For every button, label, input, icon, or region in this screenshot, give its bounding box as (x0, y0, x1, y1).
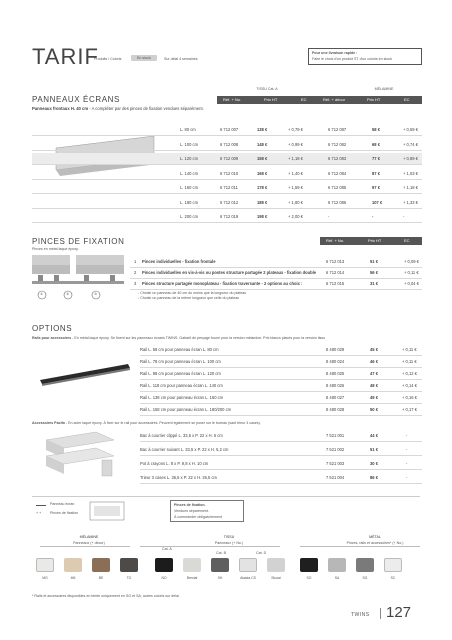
cell-text: 6 712 011 (220, 185, 238, 190)
table-row (140, 344, 422, 356)
cell-text: + 0,79 € (288, 127, 303, 132)
stock-badge: En stock (131, 55, 157, 61)
cell-text: + 1,18 € (403, 185, 418, 190)
cell-text: 178 € (257, 185, 268, 190)
clip-label-3: ③ (94, 292, 98, 296)
cell-text: - (406, 461, 408, 466)
swatch-code: Stuzai (271, 576, 281, 580)
swatch-code: SC (390, 576, 396, 580)
page-number: 127 (386, 604, 412, 621)
cell-text: 2 (134, 270, 137, 275)
cell-text: Pinces individuelles en vis-à-vis ou postes structure partagée 2 plateaux - fixation double (142, 270, 317, 275)
cell-text: + 0,74 € (403, 141, 418, 147)
cell-text: - (406, 447, 408, 452)
clips-illustration (32, 255, 127, 303)
note-title: Pour une livraison rapide : (312, 51, 358, 55)
cell-text: 6 712 014 (326, 270, 345, 275)
cell-text: 188 € (257, 199, 268, 205)
cell-text: + 0,16 € (402, 395, 417, 400)
cell-text: 47 € (370, 371, 378, 376)
cell-text: 45 € (370, 347, 378, 352)
cell-text: + 1,33 € (403, 199, 418, 205)
cat-a-label: Cat. A (162, 547, 172, 551)
fast-delivery-note (308, 48, 422, 65)
table-row (32, 139, 422, 151)
cell-text: Trieur 3 cases L. 36,5 x P. 22 x H. 26,5 cm (140, 475, 217, 480)
swatch-code: TO (126, 576, 132, 580)
cell-text: 6 712 084 (328, 170, 347, 176)
table-row (140, 430, 422, 442)
cell-text: 8 480 029 (326, 347, 345, 352)
cell-text: 8 480 026 (326, 383, 345, 388)
cell-text: - 2 options au choix : (260, 281, 303, 286)
table-row (140, 392, 422, 404)
cell-text: 6 712 082 (328, 141, 347, 147)
swatch-code: Brenial (186, 576, 198, 580)
col-ec: EC (301, 97, 307, 102)
cell-text: + 2,00 € (288, 214, 303, 219)
table-row (32, 124, 422, 136)
col-price2: Prix HT (367, 97, 381, 102)
metal-sub: Pinces, rails et accessoires* (+ No.) (346, 541, 404, 545)
cell-text: 8 480 027 (326, 395, 345, 400)
cell-text: - fixation double (283, 270, 317, 275)
swatch-code: M6 (70, 576, 76, 580)
cell-text: L. 80 cm (180, 127, 196, 132)
table-row (140, 458, 422, 470)
panneaux-intro: Panneaux frontaux H. 40 cm - A compléter par des pinces de fixation vendues séparément. (32, 106, 204, 111)
cell-text: L. 120 cm (180, 156, 198, 161)
color-swatch (239, 558, 257, 572)
table-row (32, 168, 422, 180)
table-row (140, 472, 422, 484)
color-swatch (356, 558, 374, 572)
cell-text: + 0,12 € (402, 371, 417, 376)
col-price: Prix HT (368, 238, 382, 243)
cell-text: 6 712 013 (326, 259, 345, 264)
cell-text: 6 712 086 (328, 199, 347, 205)
legend-box (170, 500, 244, 522)
legend-box-line1: Vendues séparément. (174, 509, 209, 513)
legend-clip: Pinces de fixation (50, 511, 79, 515)
tissu-title: TISSU (223, 535, 235, 539)
table-row (32, 197, 422, 209)
table-row (140, 404, 422, 416)
section-panneaux-title: PANNEAUX ÉCRANS (32, 95, 120, 104)
header-subtitle: Produits / Coloris (94, 57, 122, 61)
table-row (32, 182, 422, 194)
legend-illustration (88, 496, 168, 526)
cell-text: 51 € (370, 259, 378, 264)
table-row (140, 356, 422, 368)
table-header-pinces (320, 237, 422, 245)
note-text: Faire le choix d'un produit ST d'un coloris en stock (312, 57, 393, 61)
col-ref: Réf. + No. (326, 238, 345, 243)
color-swatch (36, 558, 54, 572)
clip-label-2: ② (66, 292, 70, 296)
cell-text: 46 € (370, 359, 378, 364)
cell-text: + 1,80 € (288, 199, 303, 205)
cell-text: L. 160 cm (180, 185, 198, 190)
cell-text: 6 712 009 (220, 156, 239, 161)
cell-text: + 1,18 € (288, 156, 303, 161)
cell-text: 56 € (370, 270, 378, 275)
swatch-code: SA (334, 576, 340, 580)
cell-text: + 0,11 € (404, 270, 419, 275)
col-price: Prix HT (264, 97, 278, 102)
col-ec: EC (404, 238, 410, 243)
cell-text: 148 € (257, 141, 268, 147)
section-pinces-title: PINCES DE FIXATION (32, 237, 125, 246)
cell-text: + 0,11 € (402, 359, 417, 364)
col-ref-decor: Réf. + décor (323, 97, 345, 102)
cell-text: Bac à courrier clippé L. 33,5 x P. 22 x H. 6 cm (140, 433, 223, 438)
cell-text: 50 € (370, 407, 378, 412)
cell-text: 138 € (257, 127, 268, 132)
melamine-title: MÉLAMINE (79, 535, 99, 539)
cell-text: + 0,89 € (403, 156, 418, 161)
cell-text: L. 180 cm (180, 199, 198, 205)
cell-text: Rail L. 78 cm pour panneau écran L. 100 cm (140, 359, 221, 364)
cell-text: 7 521 004 (326, 475, 345, 480)
cell-text: Rail L. 118 cm pour panneau écran L. 140 cm (140, 383, 223, 388)
cell-text: - (403, 214, 405, 219)
color-swatch (384, 558, 402, 572)
tissu-sub: Panneaux (+ No.) (214, 541, 244, 545)
cell-text: Rail L. 138 cm pour panneau écran L. 160 cm (140, 395, 224, 400)
cell-text: 7 521 003 (326, 461, 345, 466)
cell-text: + 1,59 € (288, 185, 303, 190)
rails-intro: Rails pour accessoires - En métal laqué époxy. Se fixent sur les panneaux écrans TWINS. Gabarit de perçage fourni pour la version mélamine. Prix blancs placés pour la version tissu (32, 336, 326, 340)
cell-text: Pot à crayons L. 8 x P. 9,8 x H. 10 cm (140, 461, 209, 466)
cell-text: 168 € (257, 170, 268, 176)
cell-text: - (328, 214, 330, 219)
cell-text: + 1,40 € (288, 170, 303, 176)
cell-text: 8 480 024 (326, 359, 345, 364)
swatch-code: MG (42, 576, 48, 580)
group-melamine: MÉLAMINE (374, 87, 394, 91)
table-row (130, 278, 422, 290)
table-row (32, 211, 422, 223)
cell-text: 6 712 019 (220, 214, 239, 219)
cell-text: 51 € (370, 447, 378, 452)
cell-text: 198 € (257, 214, 268, 219)
cell-text: Rail L. 58 cm pour panneau écran L. 80 cm (140, 347, 219, 352)
cell-text: + 0,99 € (288, 141, 303, 147)
cell-text: 6 712 007 (220, 127, 239, 132)
cell-text: Rail L. 98 cm pour panneau écran L. 120 cm (140, 371, 221, 376)
cell-text: L. 200 cm (180, 214, 198, 219)
clip-label-1: ① (40, 292, 44, 296)
swatch-code: Alaska CS (240, 576, 256, 580)
color-swatch (300, 558, 318, 572)
cell-text: + 0,04 € (404, 281, 419, 286)
cell-text: 44 € (370, 433, 378, 438)
footer-brand: TWINS (351, 612, 370, 618)
cell-text: 30 € (370, 461, 378, 466)
cell-text: 6 712 083 (328, 156, 347, 161)
cell-text: - (406, 475, 408, 480)
color-swatch (64, 558, 82, 572)
cell-text: 77 € (372, 156, 380, 161)
swatch-code: BE (98, 576, 104, 580)
footnote: * Rails et accessoires disponibles en teinte uniquement en SO et SA, autres coloris sur délai. (32, 594, 180, 598)
color-swatch (267, 558, 285, 572)
color-swatch (92, 558, 110, 572)
cat-d-label: Cat. D (256, 551, 267, 555)
melamine-sub: Panneaux (+ décor) (73, 541, 105, 545)
color-swatch (211, 558, 229, 572)
cell-text: Rail L. 158 cm pour panneau écran L. 180/200 cm (140, 407, 232, 412)
col-ref: Réf. + No. (223, 97, 242, 102)
cell-text: 107 € (372, 199, 383, 205)
cell-text: 8 480 025 (326, 371, 345, 376)
cell-text: 6 712 087 (328, 127, 347, 132)
swatch-code: SO (306, 576, 312, 580)
cell-text: 3 (134, 281, 137, 286)
section-options-title: OPTIONS (32, 324, 73, 333)
cell-text: 49 € (370, 395, 378, 400)
cell-text: - (372, 214, 374, 219)
cell-text: 58 € (372, 127, 380, 132)
cell-text: 31 € (370, 281, 378, 286)
cell-text: 6 712 008 (220, 141, 239, 147)
cell-text: 1 (134, 259, 137, 264)
pinces-sub1: - Choisir un panneau de 40 cm du moins que la longueur du plateau (138, 291, 247, 295)
accessories-illustration (36, 430, 134, 490)
cell-text: 6 712 085 (328, 185, 347, 190)
page-title: TARIF (32, 44, 99, 69)
cell-text: 7 521 002 (326, 447, 345, 452)
swatch-code: SH (217, 576, 223, 580)
color-swatch (183, 558, 201, 572)
cell-text: + 0,17 € (402, 407, 417, 412)
cell-text: Pinces structure partagée monoplateau - fixation traversante - 2 options au choix : (142, 281, 303, 286)
table-row (140, 368, 422, 380)
metal-title: MÉTAL (369, 535, 381, 539)
cell-text: 6 712 015 (326, 281, 345, 286)
cell-text: + 0,09 € (404, 259, 419, 264)
cell-text: 48 € (370, 383, 378, 388)
cell-text: 68 € (372, 141, 380, 147)
pinces-sub2: - Choisir un panneau de la même longueur que celle du plateau (138, 296, 240, 300)
cell-text: Bac à courrier suivant L. 33,5 x P. 22 x H. 5,2 cm (140, 447, 229, 452)
cell-text: + 0,14 € (402, 383, 417, 388)
legend-screen: Panneau écran (50, 502, 75, 506)
legend-box-title: Pinces de fixation. (174, 503, 206, 507)
legend-box-line2: À commander obligatoirement (174, 515, 222, 519)
cell-text: Pinces individuelles - fixation frontale (142, 259, 216, 264)
pinces-subtitle: Pinces en métal laqué époxy. (32, 247, 79, 251)
cell-text: 7 521 001 (326, 433, 345, 438)
swatch-code: NO (161, 576, 167, 580)
col-ec2: EC (404, 97, 410, 102)
cell-text: 6 712 012 (220, 199, 239, 205)
cell-text: 8 480 028 (326, 407, 345, 412)
cell-text: 86 € (370, 475, 378, 480)
rail-illustration (40, 350, 130, 410)
cell-text: - (406, 433, 408, 438)
cell-text: 87 € (372, 170, 380, 176)
table-row (32, 153, 422, 165)
cell-text: 158 € (257, 156, 268, 161)
cell-text: 97 € (372, 185, 380, 190)
cell-text: + 0,11 € (402, 347, 417, 352)
accessories-intro: Accessoires Pacifo - En acier laqué époxy. À fixer sur le rail pour accessoires. Peuvent également se poser sur le bureau (sauf trieur 3 cases). (32, 421, 261, 425)
table-row (140, 444, 422, 456)
cat-b-label: Cat. B (216, 551, 226, 555)
color-swatch (155, 558, 173, 572)
cell-text: L. 140 cm (180, 170, 198, 176)
group-tissu: TISSU Cat. A (256, 87, 278, 91)
cell-text: + 1,03 € (403, 170, 418, 176)
cell-text: L. 100 cm (180, 141, 198, 147)
lead-time-label: Sur délai 4 semaines (164, 57, 198, 61)
color-swatch (328, 558, 346, 572)
color-swatch (120, 558, 138, 572)
swatch-code: SG (362, 576, 368, 580)
table-header-panneaux (217, 96, 422, 104)
cell-text: + 0,59 € (403, 127, 418, 132)
table-row (140, 380, 422, 392)
cell-text: 6 712 010 (220, 170, 239, 176)
